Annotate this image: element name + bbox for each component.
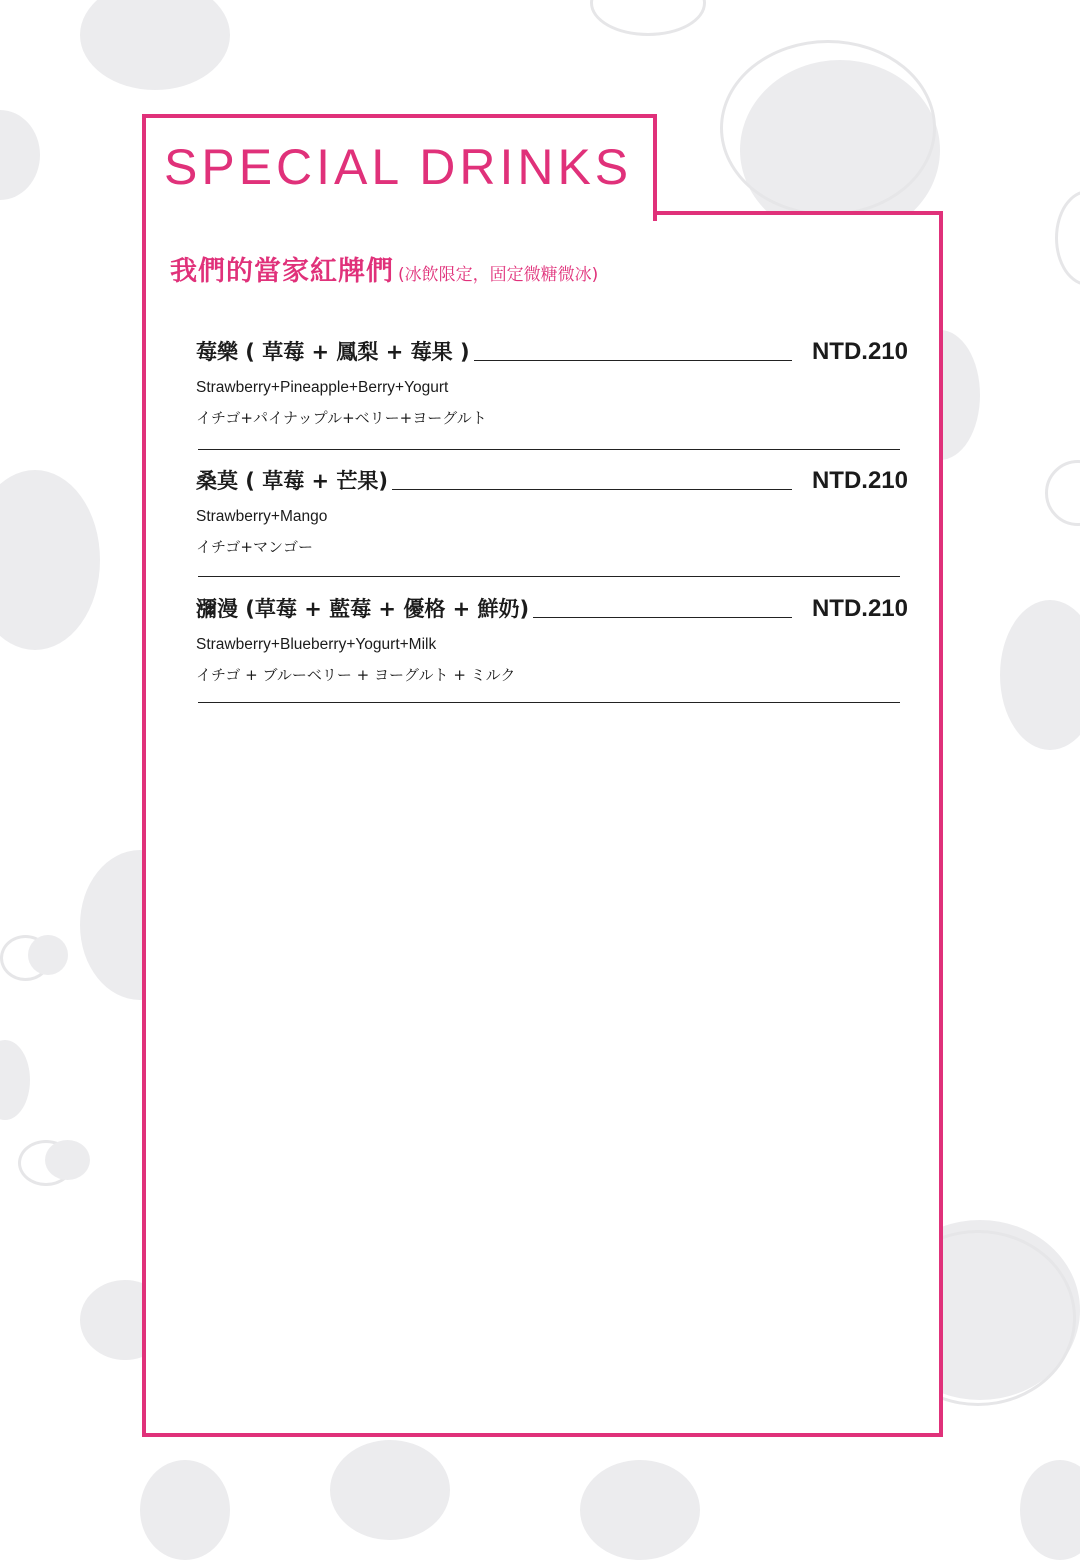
drink-item [196, 336, 908, 428]
drink-japanese: イチゴ+マンゴー [196, 538, 313, 556]
decor-bubble [45, 1140, 90, 1180]
drink-name: 莓樂 ( 草莓 + 鳳梨 + 莓果 ) [196, 336, 474, 368]
drink-english: Strawberry+Blueberry+Yogurt+Milk [196, 636, 437, 653]
decor-bubble [1000, 600, 1080, 750]
item-divider [198, 576, 900, 577]
decor-bubble [1045, 460, 1080, 526]
decor-bubble [1020, 1460, 1080, 1560]
drink-english: Strawberry+Pineapple+Berry+Yogurt [196, 379, 449, 396]
drink-item-header [196, 336, 908, 368]
decor-bubble [0, 470, 100, 650]
title-box [142, 114, 657, 221]
decor-bubble [590, 0, 706, 36]
drink-item-header [196, 593, 908, 625]
section-heading [170, 252, 598, 295]
drink-item [196, 593, 908, 685]
decor-bubble [580, 1460, 700, 1560]
item-divider [198, 702, 900, 703]
drink-item [196, 465, 908, 557]
page-title: SPECIAL DRINKS [164, 139, 633, 195]
drink-price: NTD.210 [811, 467, 908, 494]
drink-price: NTD.210 [811, 595, 908, 622]
drink-japanese: イチゴ + ブルーベリー + ヨーグルト + ミルク [196, 666, 516, 684]
item-divider [198, 449, 900, 450]
section-note: (冰飲限定，固定微糖微冰) [398, 265, 599, 285]
decor-bubble [1055, 190, 1080, 286]
decor-bubble [28, 935, 68, 975]
decor-bubble [720, 40, 936, 216]
decor-bubble [80, 0, 230, 90]
decor-bubble [0, 1040, 30, 1120]
decor-bubble [140, 1460, 230, 1560]
decor-bubble [330, 1440, 450, 1540]
drink-name: 桑莫 ( 草莓 + 芒果) [196, 465, 392, 497]
drink-english: Strawberry+Mango [196, 508, 328, 525]
drink-japanese: イチゴ+パイナップル+ベリー+ヨーグルト [196, 409, 487, 427]
drink-name: 瀰漫 (草莓 + 藍莓 + 優格 + 鮮奶) [196, 593, 533, 625]
drink-item-header [196, 465, 908, 497]
drink-price: NTD.210 [811, 338, 908, 365]
section-title: 我們的當家紅牌們 [170, 256, 394, 287]
decor-bubble [0, 110, 40, 200]
